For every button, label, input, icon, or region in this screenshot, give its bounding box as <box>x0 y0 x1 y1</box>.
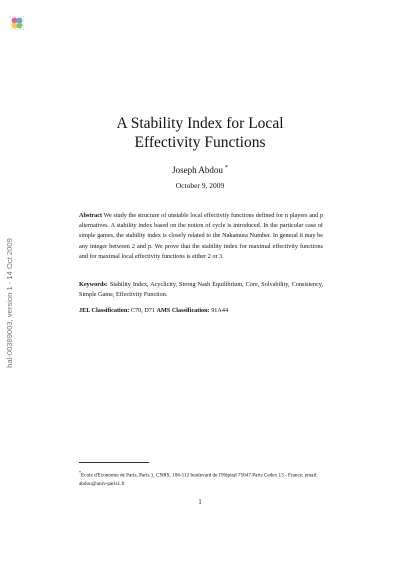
jel-label: JEL Classification: <box>79 307 130 314</box>
author-footnote-mark: * <box>224 165 228 171</box>
publication-date: October 9, 2009 <box>175 181 225 190</box>
paper-title <box>60 114 340 152</box>
page-number: 1 <box>198 498 202 506</box>
abstract-text: We study the structure of unstable local effectivity functions defined for n players and p alternatives. A stability index based on the notion of cycle is introduced. In the particular case of simple games, the stability index is closely related to the Nakamura Number. In general it may be any integer between 2 and p. We prove that the stability index for maximal effectivity functions and for maximal local effectivity functions is either 2 or 3. <box>79 212 323 260</box>
footnote-text: Ecole d'Economie de Paris, Paris 1, CNRS, 106-112 boulevard de l'Hôpital 75647 Paris Cedex 13 - France; email: abdou@univ-paris1.fr <box>79 472 318 488</box>
footnote-mark: * <box>79 470 81 475</box>
footnote <box>79 469 329 489</box>
hal-identifier-stamp: hal-00389003, version 1 - 14 Oct 2009 <box>5 238 14 368</box>
hal-archive-logo-icon <box>10 16 24 30</box>
author-name: Joseph Abdou <box>172 165 223 175</box>
keywords-label: Keywords: <box>79 281 108 288</box>
keywords <box>79 280 323 300</box>
title-line-1: A Stability Index for Local <box>116 115 284 132</box>
keywords-text: Stability Index, Acyclicity, Strong Nash Equilibrium, Core, Solvability, Consistency, Simple Game, Effectivity Function. <box>79 281 323 299</box>
ams-text: 91A44 <box>211 307 229 314</box>
abstract <box>79 211 323 262</box>
ams-label: AMS Classification: <box>156 307 210 314</box>
jel-text: C70, D71 <box>130 307 155 314</box>
footnote-rule <box>79 462 149 463</box>
author <box>100 165 300 175</box>
abstract-label: Abstract <box>79 212 103 219</box>
classification <box>79 306 323 316</box>
title-line-2: Effectivity Functions <box>134 134 266 151</box>
